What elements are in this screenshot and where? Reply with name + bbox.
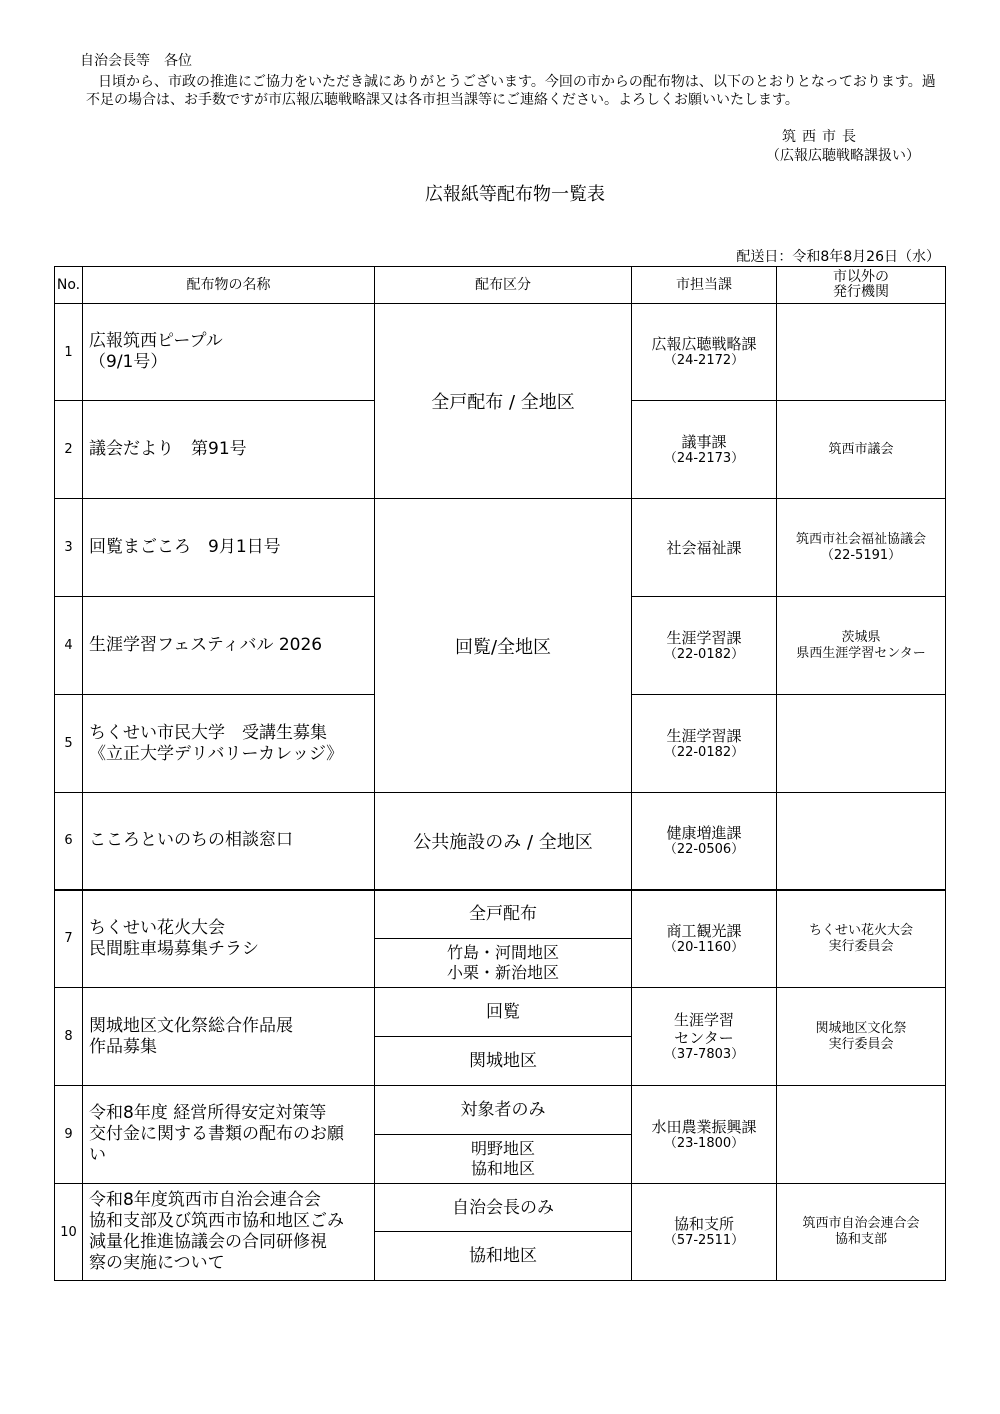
table-row bbox=[55, 890, 946, 939]
issuer bbox=[777, 304, 946, 401]
table-row bbox=[55, 1086, 946, 1135]
item-name: 令和8年度筑西市自治会連合会 協和支部及び筑西市協和地区ごみ 減量化推進協議会の合同研修視 察の実施について bbox=[83, 1184, 375, 1281]
table-row bbox=[55, 304, 946, 401]
header-dept: 市担当課 bbox=[632, 267, 777, 304]
dept: 社会福祉課 bbox=[632, 499, 777, 597]
item-name: 回覧まごころ 9月1日号 bbox=[83, 499, 375, 597]
category-bottom: 明野地区 協和地区 bbox=[375, 1135, 632, 1184]
item-name: 関城地区文化祭総合作品展 作品募集 bbox=[83, 988, 375, 1086]
item-name: 令和8年度 経営所得安定対策等 交付金に関する書類の配布のお願 い bbox=[83, 1086, 375, 1184]
issuer bbox=[777, 793, 946, 890]
row-no: 1 bbox=[55, 304, 83, 401]
issuer: 筑西市自治会連合会 協和支部 bbox=[777, 1184, 946, 1281]
header-no: No. bbox=[55, 267, 83, 304]
item-name: ちくせい花火大会 民間駐車場募集チラシ bbox=[83, 890, 375, 988]
item-name: こころといのちの相談窓口 bbox=[83, 793, 375, 890]
item-name: 生涯学習フェスティバル 2026 bbox=[83, 597, 375, 695]
item-name: 広報筑西ピープル （9/1号） bbox=[83, 304, 375, 401]
dept: 水田農業振興課 （23-1800） bbox=[632, 1086, 777, 1184]
dept: 商工観光課 （20-1160） bbox=[632, 890, 777, 988]
issuer bbox=[777, 1086, 946, 1184]
row-no: 3 bbox=[55, 499, 83, 597]
row-no: 10 bbox=[55, 1184, 83, 1281]
dept: 広報広聴戦略課 （24-2172） bbox=[632, 304, 777, 401]
dept: 生涯学習課 （22-0182） bbox=[632, 597, 777, 695]
distribution-table bbox=[54, 266, 946, 1281]
signer: 筑西市長 bbox=[782, 129, 862, 145]
issuer: 筑西市議会 bbox=[777, 401, 946, 499]
category-top: 回覧 bbox=[375, 988, 632, 1037]
category-bottom: 竹島・河間地区 小栗・新治地区 bbox=[375, 939, 632, 988]
issuer: 筑西市社会福祉協議会 （22-5191） bbox=[777, 499, 946, 597]
table-row bbox=[55, 499, 946, 597]
row-no: 5 bbox=[55, 695, 83, 793]
row-no: 7 bbox=[55, 890, 83, 988]
category-top: 全戸配布 bbox=[375, 890, 632, 939]
category: 回覧/全地区 bbox=[375, 499, 632, 793]
delivery-date: 配送日：令和8年8月26日（水） bbox=[736, 249, 940, 265]
row-no: 2 bbox=[55, 401, 83, 499]
row-no: 4 bbox=[55, 597, 83, 695]
table-header-row bbox=[55, 267, 946, 304]
dept: 健康増進課 （22-0506） bbox=[632, 793, 777, 890]
page-title: 広報紙等配布物一覧表 bbox=[425, 184, 605, 205]
issuer bbox=[777, 695, 946, 793]
dept: 協和支所 （57-2511） bbox=[632, 1184, 777, 1281]
table-row bbox=[55, 1184, 946, 1232]
category: 公共施設のみ / 全地区 bbox=[375, 793, 632, 890]
row-no: 6 bbox=[55, 793, 83, 890]
header-category: 配布区分 bbox=[375, 267, 632, 304]
category-bottom: 関城地区 bbox=[375, 1037, 632, 1086]
signer-dept: （広報広聴戦略課扱い） bbox=[766, 148, 920, 164]
dept: 議事課 （24-2173） bbox=[632, 401, 777, 499]
intro-text: 日頃から、市政の推進にご協力をいただき誠にありがとうございます。今回の市からの配布物は、以下のとおりとなっております。過不足の場合は、お手数ですが市広報広聴戦略課又は各市担当課等にご連絡ください。よろしくお願いいたします。 bbox=[86, 74, 936, 108]
header-name: 配布物の名称 bbox=[83, 267, 375, 304]
row-no: 8 bbox=[55, 988, 83, 1086]
item-name: 議会だより 第91号 bbox=[83, 401, 375, 499]
category-bottom: 協和地区 bbox=[375, 1232, 632, 1281]
table-row bbox=[55, 793, 946, 890]
header-issuer: 市以外の 発行機関 bbox=[777, 267, 946, 304]
issuer: 茨城県 県西生涯学習センター bbox=[777, 597, 946, 695]
category: 全戸配布 / 全地区 bbox=[375, 304, 632, 499]
row-no: 9 bbox=[55, 1086, 83, 1184]
dept: 生涯学習課 （22-0182） bbox=[632, 695, 777, 793]
dept: 生涯学習 センター （37-7803） bbox=[632, 988, 777, 1086]
category-top: 自治会長のみ bbox=[375, 1184, 632, 1232]
category-top: 対象者のみ bbox=[375, 1086, 632, 1135]
item-name: ちくせい市民大学 受講生募集 《立正大学デリバリーカレッジ》 bbox=[83, 695, 375, 793]
issuer: 関城地区文化祭 実行委員会 bbox=[777, 988, 946, 1086]
table-row bbox=[55, 988, 946, 1037]
greeting: 自治会長等 各位 bbox=[80, 53, 192, 69]
issuer: ちくせい花火大会 実行委員会 bbox=[777, 890, 946, 988]
